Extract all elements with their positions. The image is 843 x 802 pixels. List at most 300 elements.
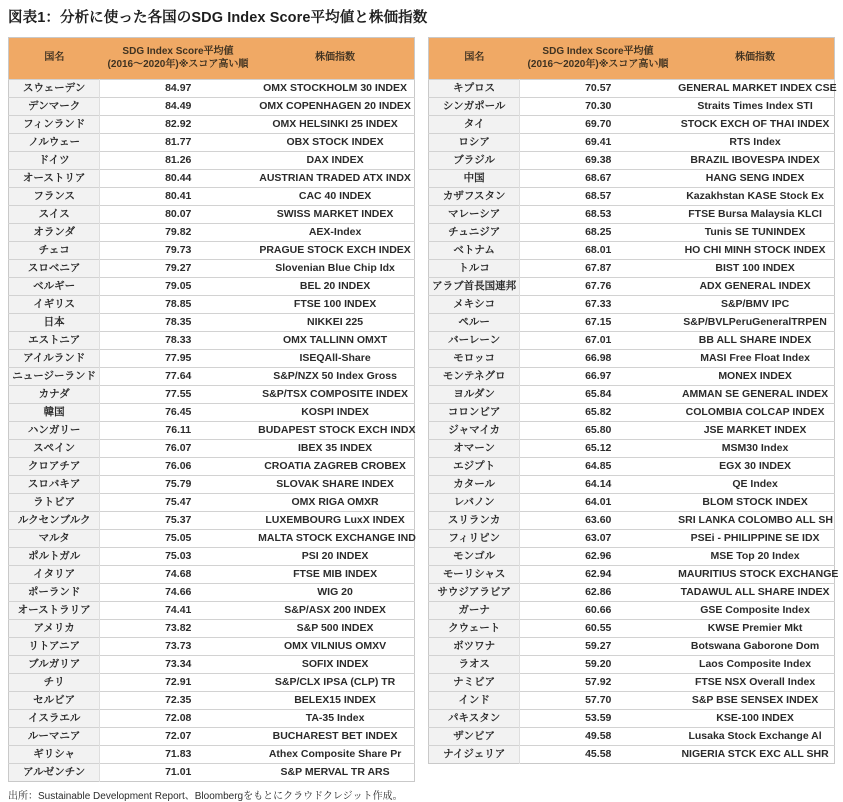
index-cell: RTS Index <box>676 134 834 152</box>
table-row <box>429 134 835 152</box>
score-cell: 66.98 <box>520 350 676 368</box>
country-cell: タイ <box>429 116 520 134</box>
table-row <box>9 314 415 332</box>
score-cell: 79.05 <box>100 278 256 296</box>
table-row <box>429 80 835 98</box>
index-cell: MSM30 Index <box>676 440 834 458</box>
table-row <box>9 728 415 746</box>
table-row <box>9 134 415 152</box>
score-cell: 74.66 <box>100 584 256 602</box>
score-cell: 80.41 <box>100 188 256 206</box>
index-cell: OMX RIGA OMXR <box>256 494 414 512</box>
country-cell: ペルー <box>429 314 520 332</box>
index-cell: S&P/ASX 200 INDEX <box>256 602 414 620</box>
table-row <box>429 422 835 440</box>
score-cell: 67.01 <box>520 332 676 350</box>
score-cell: 75.05 <box>100 530 256 548</box>
score-cell: 77.64 <box>100 368 256 386</box>
table-row <box>429 278 835 296</box>
score-cell: 69.41 <box>520 134 676 152</box>
index-cell: Slovenian Blue Chip Idx <box>256 260 414 278</box>
country-cell: ナイジェリア <box>429 746 520 764</box>
score-cell: 81.26 <box>100 152 256 170</box>
index-cell: Lusaka Stock Exchange Al <box>676 728 834 746</box>
table-row <box>429 458 835 476</box>
country-cell: アラブ首長国連邦 <box>429 278 520 296</box>
country-cell: マレーシア <box>429 206 520 224</box>
score-cell: 79.27 <box>100 260 256 278</box>
table-row <box>429 638 835 656</box>
index-cell: OMX VILNIUS OMXV <box>256 638 414 656</box>
index-cell: BLOM STOCK INDEX <box>676 494 834 512</box>
score-cell: 75.47 <box>100 494 256 512</box>
score-cell: 74.41 <box>100 602 256 620</box>
sdg-table-right <box>428 37 839 764</box>
table-row <box>9 674 415 692</box>
country-cell: アメリカ <box>9 620 100 638</box>
score-cell: 73.73 <box>100 638 256 656</box>
score-cell: 80.44 <box>100 170 256 188</box>
index-cell: FTSE NSX Overall Index <box>676 674 834 692</box>
score-cell: 53.59 <box>520 710 676 728</box>
country-cell: モーリシャス <box>429 566 520 584</box>
country-cell: ナミビア <box>429 674 520 692</box>
table-row <box>429 260 835 278</box>
score-cell: 74.68 <box>100 566 256 584</box>
country-cell: リトアニア <box>9 638 100 656</box>
country-cell: コロンビア <box>429 404 520 422</box>
index-cell: S&P/BVLPeruGeneralTRPEN <box>676 314 834 332</box>
country-cell: キプロス <box>429 80 520 98</box>
index-cell: KOSPI INDEX <box>256 404 414 422</box>
score-cell: 63.07 <box>520 530 676 548</box>
score-cell: 68.25 <box>520 224 676 242</box>
score-cell: 60.55 <box>520 620 676 638</box>
index-cell: STOCK EXCH OF THAI INDEX <box>676 116 834 134</box>
index-cell: GENERAL MARKET INDEX CSE <box>676 80 834 98</box>
table-row <box>429 512 835 530</box>
index-cell: S&P BSE SENSEX INDEX <box>676 692 834 710</box>
index-cell: SOFIX INDEX <box>256 656 414 674</box>
index-cell: AEX-Index <box>256 224 414 242</box>
table-row <box>429 368 835 386</box>
table-row <box>429 224 835 242</box>
table-row <box>429 566 835 584</box>
country-cell: シンガポール <box>429 98 520 116</box>
sdg-table-left-wrap <box>8 37 415 782</box>
index-cell: QE Index <box>676 476 834 494</box>
index-cell: SRI LANKA COLOMBO ALL SH <box>676 512 834 530</box>
index-cell: FTSE Bursa Malaysia KLCI <box>676 206 834 224</box>
score-cell: 79.82 <box>100 224 256 242</box>
index-cell: Kazakhstan KASE Stock Ex <box>676 188 834 206</box>
country-cell: バーレーン <box>429 332 520 350</box>
score-cell: 59.20 <box>520 656 676 674</box>
index-cell: S&P MERVAL TR ARS <box>256 764 414 782</box>
table-row <box>429 656 835 674</box>
table-row <box>9 224 415 242</box>
table-row <box>9 350 415 368</box>
table-row <box>429 98 835 116</box>
index-cell: KWSE Premier Mkt <box>676 620 834 638</box>
index-cell: BB ALL SHARE INDEX <box>676 332 834 350</box>
country-cell: ドイツ <box>9 152 100 170</box>
table-row <box>429 728 835 746</box>
score-cell: 67.76 <box>520 278 676 296</box>
index-cell: MAURITIUS STOCK EXCHANGE <box>676 566 834 584</box>
country-cell: ロシア <box>429 134 520 152</box>
table-row <box>9 638 415 656</box>
table-row <box>429 296 835 314</box>
table-row <box>9 512 415 530</box>
country-cell: ブルガリア <box>9 656 100 674</box>
country-cell: ガーナ <box>429 602 520 620</box>
index-cell: Straits Times Index STI <box>676 98 834 116</box>
table-row <box>9 332 415 350</box>
country-cell: ラオス <box>429 656 520 674</box>
country-cell: 日本 <box>9 314 100 332</box>
table-header-left <box>9 38 415 80</box>
country-cell: ベルギー <box>9 278 100 296</box>
index-cell: S&P 500 INDEX <box>256 620 414 638</box>
score-cell: 81.77 <box>100 134 256 152</box>
tables-container <box>8 37 839 782</box>
score-cell: 84.97 <box>100 80 256 98</box>
country-cell: スロバキア <box>9 476 100 494</box>
country-cell: サウジアラビア <box>429 584 520 602</box>
index-cell: S&P/CLX IPSA (CLP) TR <box>256 674 414 692</box>
country-cell: セルビア <box>9 692 100 710</box>
score-cell: 65.80 <box>520 422 676 440</box>
index-cell: CAC 40 INDEX <box>256 188 414 206</box>
index-cell: OMX HELSINKI 25 INDEX <box>256 116 414 134</box>
table-row <box>9 206 415 224</box>
country-cell: チェコ <box>9 242 100 260</box>
index-cell: SWISS MARKET INDEX <box>256 206 414 224</box>
index-cell: LUXEMBOURG LuxX INDEX <box>256 512 414 530</box>
score-cell: 75.79 <box>100 476 256 494</box>
country-cell: ニュージーランド <box>9 368 100 386</box>
table-row <box>9 530 415 548</box>
score-cell: 76.07 <box>100 440 256 458</box>
score-cell: 76.11 <box>100 422 256 440</box>
country-cell: ラトビア <box>9 494 100 512</box>
country-cell: メキシコ <box>429 296 520 314</box>
index-cell: S&P/BMV IPC <box>676 296 834 314</box>
table-row <box>429 314 835 332</box>
country-cell: ギリシャ <box>9 746 100 764</box>
country-cell: オマーン <box>429 440 520 458</box>
score-cell: 64.01 <box>520 494 676 512</box>
score-cell: 68.53 <box>520 206 676 224</box>
country-cell: カナダ <box>9 386 100 404</box>
score-cell: 70.30 <box>520 98 676 116</box>
table-row <box>429 548 835 566</box>
index-cell: CROATIA ZAGREB CROBEX <box>256 458 414 476</box>
score-cell: 68.01 <box>520 242 676 260</box>
index-cell: HO CHI MINH STOCK INDEX <box>676 242 834 260</box>
score-cell: 49.58 <box>520 728 676 746</box>
score-cell: 68.67 <box>520 170 676 188</box>
table-row <box>429 530 835 548</box>
column-header-country: 国名 <box>429 38 520 80</box>
country-cell: モンゴル <box>429 548 520 566</box>
table-row <box>429 332 835 350</box>
table-header-right <box>429 38 835 80</box>
country-cell: イギリス <box>9 296 100 314</box>
index-cell: PSI 20 INDEX <box>256 548 414 566</box>
country-cell: スウェーデン <box>9 80 100 98</box>
score-cell: 72.08 <box>100 710 256 728</box>
table-row <box>429 188 835 206</box>
table-row <box>429 602 835 620</box>
score-cell: 72.91 <box>100 674 256 692</box>
index-cell: AUSTRIAN TRADED ATX INDX <box>256 170 414 188</box>
table-row <box>9 260 415 278</box>
score-cell: 77.55 <box>100 386 256 404</box>
country-cell: フィンランド <box>9 116 100 134</box>
sdg-table-left <box>8 37 415 782</box>
index-cell: EGX 30 INDEX <box>676 458 834 476</box>
table-row <box>9 746 415 764</box>
index-cell: ADX GENERAL INDEX <box>676 278 834 296</box>
country-cell: デンマーク <box>9 98 100 116</box>
index-cell: MALTA STOCK EXCHANGE IND <box>256 530 414 548</box>
source-note: 出所：Sustainable Development Report、Bloombergをもとにクラウドクレジット作成。 <box>8 791 403 802</box>
country-cell: 中国 <box>429 170 520 188</box>
index-cell: S&P/TSX COMPOSITE INDEX <box>256 386 414 404</box>
table-row <box>429 206 835 224</box>
table-body-left <box>9 80 415 782</box>
country-cell: ベトナム <box>429 242 520 260</box>
table-row <box>429 494 835 512</box>
score-cell: 76.06 <box>100 458 256 476</box>
score-cell: 67.87 <box>520 260 676 278</box>
country-cell: ボツワナ <box>429 638 520 656</box>
index-cell: Tunis SE TUNINDEX <box>676 224 834 242</box>
country-cell: エジプト <box>429 458 520 476</box>
score-cell: 57.92 <box>520 674 676 692</box>
index-cell: JSE MARKET INDEX <box>676 422 834 440</box>
column-header-index: 株価指数 <box>256 38 414 80</box>
score-cell: 84.49 <box>100 98 256 116</box>
table-row <box>429 116 835 134</box>
index-cell: GSE Composite Index <box>676 602 834 620</box>
score-cell: 80.07 <box>100 206 256 224</box>
index-cell: ISEQAll-Share <box>256 350 414 368</box>
table-row <box>9 242 415 260</box>
index-cell: AMMAN SE GENERAL INDEX <box>676 386 834 404</box>
country-cell: ルクセンブルク <box>9 512 100 530</box>
score-cell: 57.70 <box>520 692 676 710</box>
country-cell: ポルトガル <box>9 548 100 566</box>
country-cell: ヨルダン <box>429 386 520 404</box>
column-header-score-line1: SDG Index Score平均値 <box>122 46 234 57</box>
country-cell: アイルランド <box>9 350 100 368</box>
table-row <box>9 278 415 296</box>
index-cell: COLOMBIA COLCAP INDEX <box>676 404 834 422</box>
table-row <box>9 494 415 512</box>
table-row <box>429 746 835 764</box>
table-row <box>9 98 415 116</box>
score-cell: 73.82 <box>100 620 256 638</box>
score-cell: 60.66 <box>520 602 676 620</box>
index-cell: OMX COPENHAGEN 20 INDEX <box>256 98 414 116</box>
table-row <box>9 710 415 728</box>
table-row <box>429 710 835 728</box>
header-row <box>9 38 415 80</box>
score-cell: 66.97 <box>520 368 676 386</box>
column-header-country: 国名 <box>9 38 100 80</box>
index-cell: WIG 20 <box>256 584 414 602</box>
country-cell: チリ <box>9 674 100 692</box>
country-cell: エストニア <box>9 332 100 350</box>
score-cell: 75.37 <box>100 512 256 530</box>
country-cell: ザンビア <box>429 728 520 746</box>
country-cell: オーストラリア <box>9 602 100 620</box>
index-cell: NIGERIA STCK EXC ALL SHR <box>676 746 834 764</box>
score-cell: 62.94 <box>520 566 676 584</box>
country-cell: 韓国 <box>9 404 100 422</box>
score-cell: 65.82 <box>520 404 676 422</box>
table-row <box>429 404 835 422</box>
score-cell: 69.70 <box>520 116 676 134</box>
index-cell: BELEX15 INDEX <box>256 692 414 710</box>
table-row <box>9 296 415 314</box>
country-cell: ノルウェー <box>9 134 100 152</box>
score-cell: 71.83 <box>100 746 256 764</box>
index-cell: BRAZIL IBOVESPA INDEX <box>676 152 834 170</box>
index-cell: Athex Composite Share Pr <box>256 746 414 764</box>
country-cell: ハンガリー <box>9 422 100 440</box>
score-cell: 65.12 <box>520 440 676 458</box>
page-title: 図表1：分析に使った各国のSDG Index Score平均値と株価指数 <box>8 10 428 26</box>
column-header-score-line1: SDG Index Score平均値 <box>542 46 654 57</box>
index-cell: MSE Top 20 Index <box>676 548 834 566</box>
table-row <box>9 116 415 134</box>
country-cell: ルーマニア <box>9 728 100 746</box>
score-cell: 75.03 <box>100 548 256 566</box>
column-header-score <box>520 38 676 80</box>
country-cell: フランス <box>9 188 100 206</box>
table-row <box>9 692 415 710</box>
table-row <box>429 152 835 170</box>
table-row <box>9 620 415 638</box>
country-cell: イスラエル <box>9 710 100 728</box>
index-cell: DAX INDEX <box>256 152 414 170</box>
table-row <box>9 422 415 440</box>
score-cell: 78.33 <box>100 332 256 350</box>
country-cell: スイス <box>9 206 100 224</box>
score-cell: 72.35 <box>100 692 256 710</box>
table-row <box>429 692 835 710</box>
country-cell: ジャマイカ <box>429 422 520 440</box>
score-cell: 68.57 <box>520 188 676 206</box>
index-cell: FTSE 100 INDEX <box>256 296 414 314</box>
index-cell: FTSE MIB INDEX <box>256 566 414 584</box>
column-header-index: 株価指数 <box>676 38 834 80</box>
table-row <box>9 656 415 674</box>
score-cell: 79.73 <box>100 242 256 260</box>
table-row <box>429 440 835 458</box>
column-header-score <box>100 38 256 80</box>
country-cell: カタール <box>429 476 520 494</box>
table-row <box>9 368 415 386</box>
table-row <box>429 386 835 404</box>
country-cell: チュニジア <box>429 224 520 242</box>
country-cell: モロッコ <box>429 350 520 368</box>
country-cell: オーストリア <box>9 170 100 188</box>
index-cell: BUDAPEST STOCK EXCH INDX <box>256 422 414 440</box>
index-cell: PSEi - PHILIPPINE SE IDX <box>676 530 834 548</box>
table-row <box>9 764 415 782</box>
country-cell: イタリア <box>9 566 100 584</box>
score-cell: 64.85 <box>520 458 676 476</box>
score-cell: 62.86 <box>520 584 676 602</box>
table-row <box>429 476 835 494</box>
index-cell: NIKKEI 225 <box>256 314 414 332</box>
index-cell: OBX STOCK INDEX <box>256 134 414 152</box>
score-cell: 73.34 <box>100 656 256 674</box>
table-row <box>429 620 835 638</box>
table-row <box>9 458 415 476</box>
score-cell: 77.95 <box>100 350 256 368</box>
country-cell: クウェート <box>429 620 520 638</box>
country-cell: レバノン <box>429 494 520 512</box>
index-cell: TA-35 Index <box>256 710 414 728</box>
table-row <box>429 674 835 692</box>
score-cell: 82.92 <box>100 116 256 134</box>
country-cell: インド <box>429 692 520 710</box>
score-cell: 76.45 <box>100 404 256 422</box>
index-cell: BEL 20 INDEX <box>256 278 414 296</box>
country-cell: スペイン <box>9 440 100 458</box>
table-row <box>9 584 415 602</box>
score-cell: 45.58 <box>520 746 676 764</box>
index-cell: TADAWUL ALL SHARE INDEX <box>676 584 834 602</box>
score-cell: 62.96 <box>520 548 676 566</box>
table-row <box>9 476 415 494</box>
score-cell: 69.38 <box>520 152 676 170</box>
country-cell: パキスタン <box>429 710 520 728</box>
score-cell: 78.35 <box>100 314 256 332</box>
score-cell: 70.57 <box>520 80 676 98</box>
table-row <box>9 152 415 170</box>
index-cell: S&P/NZX 50 Index Gross <box>256 368 414 386</box>
table-body-right <box>429 80 839 764</box>
table-row <box>9 80 415 98</box>
header-row <box>429 38 835 80</box>
index-cell: PRAGUE STOCK EXCH INDEX <box>256 242 414 260</box>
index-cell: IBEX 35 INDEX <box>256 440 414 458</box>
country-cell: モンテネグロ <box>429 368 520 386</box>
score-cell: 67.15 <box>520 314 676 332</box>
table-row <box>9 548 415 566</box>
score-cell: 78.85 <box>100 296 256 314</box>
country-cell: スリランカ <box>429 512 520 530</box>
score-cell: 67.33 <box>520 296 676 314</box>
country-cell: オランダ <box>9 224 100 242</box>
sdg-table-right-wrap <box>428 37 839 764</box>
index-cell: HANG SENG INDEX <box>676 170 834 188</box>
table-row <box>429 350 835 368</box>
score-cell: 64.14 <box>520 476 676 494</box>
country-cell: マルタ <box>9 530 100 548</box>
index-cell: MONEX INDEX <box>676 368 834 386</box>
table-row <box>429 584 835 602</box>
table-row <box>9 602 415 620</box>
country-cell: クロアチア <box>9 458 100 476</box>
